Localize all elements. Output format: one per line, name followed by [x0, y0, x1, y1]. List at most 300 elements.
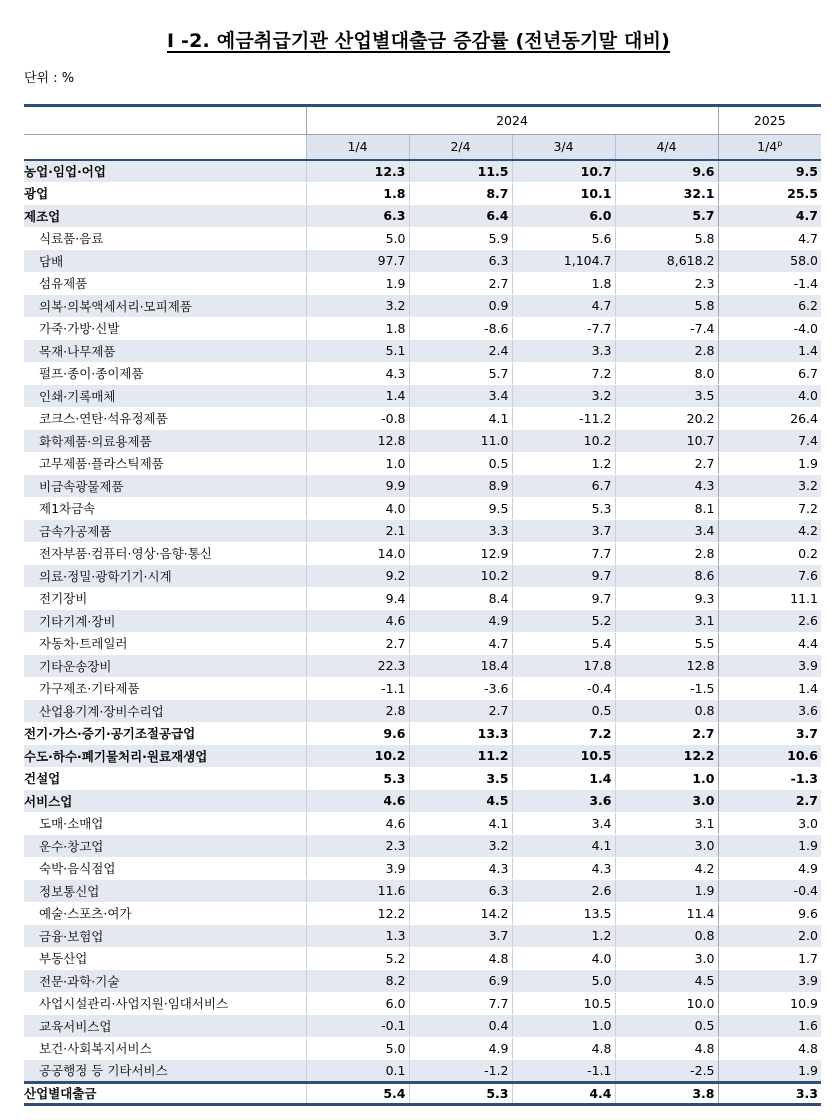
row-value: 5.7	[409, 362, 512, 385]
row-value: 3.6	[512, 790, 615, 813]
row-label: 전기장비	[24, 587, 306, 610]
row-value: 4.0	[306, 497, 409, 520]
row-value: 1.4	[718, 340, 821, 363]
row-value: 1.9	[306, 272, 409, 295]
table-row	[24, 430, 821, 453]
loan-growth-table	[24, 104, 821, 1106]
row-value: 10.9	[718, 992, 821, 1015]
row-value: 11.6	[306, 880, 409, 903]
row-value: 4.3	[512, 857, 615, 880]
row-value: 8.0	[615, 362, 718, 385]
row-label: 의복·의복액세서리·모피제품	[24, 295, 306, 318]
row-value: 6.2	[718, 295, 821, 318]
table-row	[24, 655, 821, 678]
row-value: 6.0	[512, 205, 615, 228]
row-value: 5.0	[306, 227, 409, 250]
row-value: 3.0	[615, 947, 718, 970]
table-body	[24, 160, 821, 1105]
row-value: -2.5	[615, 1060, 718, 1083]
row-value: 11.0	[409, 430, 512, 453]
row-value: -0.4	[718, 880, 821, 903]
page-title: I -2. 예금취급기관 산업별대출금 증감률 (전년동기말 대비)	[166, 30, 671, 52]
row-value: -1.1	[512, 1060, 615, 1083]
row-value: 7.2	[718, 497, 821, 520]
table-row	[24, 272, 821, 295]
row-label: 전자부품·컴퓨터·영상·음향·통신	[24, 542, 306, 565]
row-value: 12.9	[409, 542, 512, 565]
table-row	[24, 835, 821, 858]
row-value: -8.6	[409, 317, 512, 340]
row-value: 2.6	[718, 610, 821, 633]
quarter-header-row	[24, 135, 821, 160]
row-label: 수도·하수·폐기물처리·원료재생업	[24, 745, 306, 768]
row-value: -0.1	[306, 1015, 409, 1038]
unit-label: 단위 : %	[24, 71, 75, 86]
row-label: 제1차금속	[24, 497, 306, 520]
row-value: 4.0	[718, 385, 821, 408]
row-value: 7.7	[512, 542, 615, 565]
row-label: 목재·나무제품	[24, 340, 306, 363]
row-value: 4.1	[512, 835, 615, 858]
row-value: 4.5	[409, 790, 512, 813]
row-value: 5.4	[512, 632, 615, 655]
row-value: 5.2	[512, 610, 615, 633]
row-label: 예술·스포츠·여가	[24, 902, 306, 925]
row-value: -1.3	[718, 767, 821, 790]
table-row	[24, 362, 821, 385]
row-value: 1.9	[718, 835, 821, 858]
row-value: 1.9	[718, 1060, 821, 1083]
row-value: 4.9	[409, 1037, 512, 1060]
table-row	[24, 542, 821, 565]
table-row	[24, 407, 821, 430]
table-row	[24, 880, 821, 903]
row-value: 10.5	[512, 992, 615, 1015]
header-blank	[24, 106, 306, 135]
row-label: 기타운송장비	[24, 655, 306, 678]
table-row	[24, 857, 821, 880]
row-value: -7.7	[512, 317, 615, 340]
row-value: 0.4	[409, 1015, 512, 1038]
year-2025-header: 2025	[718, 106, 821, 135]
row-value: -4.0	[718, 317, 821, 340]
row-value: 7.6	[718, 565, 821, 588]
row-label: 금속가공제품	[24, 520, 306, 543]
table-row	[24, 1060, 821, 1083]
row-value: 18.4	[409, 655, 512, 678]
row-value: 1.2	[512, 925, 615, 948]
table-row	[24, 992, 821, 1015]
total-value: 3.3	[718, 1082, 821, 1105]
row-value: 9.5	[409, 497, 512, 520]
table-row	[24, 745, 821, 768]
total-row	[24, 1082, 821, 1105]
row-value: 9.5	[718, 160, 821, 183]
table-row	[24, 722, 821, 745]
row-value: 6.9	[409, 970, 512, 993]
row-value: 2.8	[306, 700, 409, 723]
row-label: 보건·사회복지서비스	[24, 1037, 306, 1060]
row-value: 3.9	[306, 857, 409, 880]
row-label: 비금속광물제품	[24, 475, 306, 498]
row-value: 9.6	[306, 722, 409, 745]
total-value: 5.4	[306, 1082, 409, 1105]
row-value: 2.4	[409, 340, 512, 363]
row-value: 2.3	[306, 835, 409, 858]
table-header	[24, 106, 821, 160]
row-label: 숙박·음식점업	[24, 857, 306, 880]
row-label: 식료품·음료	[24, 227, 306, 250]
row-value: 4.6	[306, 812, 409, 835]
table-row	[24, 790, 821, 813]
table-row	[24, 295, 821, 318]
row-value: 9.7	[512, 587, 615, 610]
row-label: 전기·가스·증기·공기조절공급업	[24, 722, 306, 745]
row-value: -0.8	[306, 407, 409, 430]
year-header-row	[24, 106, 821, 135]
row-value: 0.2	[718, 542, 821, 565]
row-value: 11.5	[409, 160, 512, 183]
row-value: 1.9	[615, 880, 718, 903]
row-value: 4.7	[512, 295, 615, 318]
row-value: 3.3	[512, 340, 615, 363]
row-value: 4.9	[718, 857, 821, 880]
row-value: 9.6	[615, 160, 718, 183]
quarter-2025-label: 1/4	[757, 139, 778, 155]
row-value: 3.9	[718, 970, 821, 993]
row-value: 0.8	[615, 925, 718, 948]
row-label: 정보통신업	[24, 880, 306, 903]
row-value: 9.7	[512, 565, 615, 588]
table-row	[24, 902, 821, 925]
table-row	[24, 340, 821, 363]
row-value: 4.2	[718, 520, 821, 543]
table-row	[24, 160, 821, 183]
row-value: 7.7	[409, 992, 512, 1015]
row-value: 5.7	[615, 205, 718, 228]
row-label: 도매·소매업	[24, 812, 306, 835]
row-value: 4.1	[409, 407, 512, 430]
row-value: 6.3	[409, 880, 512, 903]
row-value: 32.1	[615, 182, 718, 205]
row-label: 부동산업	[24, 947, 306, 970]
row-label: 금융·보험업	[24, 925, 306, 948]
row-value: 1.8	[306, 182, 409, 205]
row-value: 4.7	[718, 205, 821, 228]
total-label: 산업별대출금	[24, 1082, 306, 1105]
row-value: 3.7	[718, 722, 821, 745]
year-2024-header: 2024	[306, 106, 718, 135]
row-value: 1.6	[718, 1015, 821, 1038]
row-value: 11.2	[409, 745, 512, 768]
row-label: 교육서비스업	[24, 1015, 306, 1038]
row-value: -1.4	[718, 272, 821, 295]
row-value: -3.6	[409, 677, 512, 700]
row-value: 10.7	[512, 160, 615, 183]
row-value: 12.3	[306, 160, 409, 183]
row-value: 0.1	[306, 1060, 409, 1083]
row-value: 6.3	[306, 205, 409, 228]
row-label: 자동차·트레일러	[24, 632, 306, 655]
row-label: 사업시설관리·사업지원·임대서비스	[24, 992, 306, 1015]
row-value: 4.6	[306, 610, 409, 633]
table-row	[24, 520, 821, 543]
row-value: 4.7	[409, 632, 512, 655]
table-row	[24, 700, 821, 723]
row-value: 3.7	[512, 520, 615, 543]
row-value: 10.7	[615, 430, 718, 453]
row-value: 1.0	[512, 1015, 615, 1038]
table-row	[24, 205, 821, 228]
row-label: 서비스업	[24, 790, 306, 813]
row-value: 26.4	[718, 407, 821, 430]
table-row	[24, 970, 821, 993]
row-value: 3.5	[409, 767, 512, 790]
row-value: 10.6	[718, 745, 821, 768]
row-label: 펄프·종이·종이제품	[24, 362, 306, 385]
row-value: 2.7	[615, 452, 718, 475]
row-value: -7.4	[615, 317, 718, 340]
table-row	[24, 677, 821, 700]
row-value: 3.0	[615, 835, 718, 858]
row-value: 1.8	[512, 272, 615, 295]
row-value: 0.8	[615, 700, 718, 723]
row-label: 의료·정밀·광학기기·시계	[24, 565, 306, 588]
row-value: 2.7	[615, 722, 718, 745]
row-value: 12.2	[306, 902, 409, 925]
quarter-header-2025	[718, 135, 821, 160]
row-value: 1.2	[512, 452, 615, 475]
row-value: 6.0	[306, 992, 409, 1015]
row-value: 20.2	[615, 407, 718, 430]
row-value: 4.8	[512, 1037, 615, 1060]
table-row	[24, 812, 821, 835]
row-value: 3.0	[615, 790, 718, 813]
row-value: 0.5	[512, 700, 615, 723]
row-value: 4.2	[615, 857, 718, 880]
row-value: 17.8	[512, 655, 615, 678]
row-value: 5.1	[306, 340, 409, 363]
row-value: 10.0	[615, 992, 718, 1015]
table-row	[24, 925, 821, 948]
row-value: 1.4	[512, 767, 615, 790]
row-value: 13.3	[409, 722, 512, 745]
total-value: 5.3	[409, 1082, 512, 1105]
row-label: 공공행정 등 기타서비스	[24, 1060, 306, 1083]
table-row	[24, 497, 821, 520]
row-value: 2.8	[615, 542, 718, 565]
row-value: 22.3	[306, 655, 409, 678]
row-value: 2.0	[718, 925, 821, 948]
row-value: 3.4	[615, 520, 718, 543]
row-value: 1.0	[306, 452, 409, 475]
row-value: 3.0	[718, 812, 821, 835]
row-label: 광업	[24, 182, 306, 205]
table-row	[24, 452, 821, 475]
row-value: 5.8	[615, 227, 718, 250]
row-value: 2.3	[615, 272, 718, 295]
row-label: 코크스·연탄·석유정제품	[24, 407, 306, 430]
row-value: 9.6	[718, 902, 821, 925]
row-value: 1.4	[718, 677, 821, 700]
row-value: 5.3	[512, 497, 615, 520]
row-value: 4.8	[409, 947, 512, 970]
preliminary-mark: p	[777, 139, 783, 149]
row-value: 1,104.7	[512, 250, 615, 273]
row-value: -1.1	[306, 677, 409, 700]
table-row	[24, 587, 821, 610]
row-value: 2.8	[615, 340, 718, 363]
row-value: 2.1	[306, 520, 409, 543]
row-label: 가죽·가방·신발	[24, 317, 306, 340]
table-row	[24, 250, 821, 273]
row-value: 4.0	[512, 947, 615, 970]
row-value: 4.8	[615, 1037, 718, 1060]
row-value: 7.2	[512, 722, 615, 745]
row-label: 고무제품·플라스틱제품	[24, 452, 306, 475]
row-value: 12.2	[615, 745, 718, 768]
row-label: 운수·창고업	[24, 835, 306, 858]
row-label: 기타기계·장비	[24, 610, 306, 633]
row-value: 10.5	[512, 745, 615, 768]
row-value: 5.3	[306, 767, 409, 790]
row-value: 10.2	[306, 745, 409, 768]
row-value: 8.1	[615, 497, 718, 520]
row-value: 3.2	[306, 295, 409, 318]
table-row	[24, 227, 821, 250]
row-value: 6.7	[718, 362, 821, 385]
row-value: 8.6	[615, 565, 718, 588]
row-value: 5.9	[409, 227, 512, 250]
row-value: 2.6	[512, 880, 615, 903]
row-value: 4.9	[409, 610, 512, 633]
row-value: 10.2	[409, 565, 512, 588]
row-value: 11.4	[615, 902, 718, 925]
table-row	[24, 767, 821, 790]
row-value: 6.7	[512, 475, 615, 498]
row-value: 5.8	[615, 295, 718, 318]
row-value: 1.3	[306, 925, 409, 948]
row-value: 3.4	[512, 812, 615, 835]
row-value: 58.0	[718, 250, 821, 273]
row-value: 6.3	[409, 250, 512, 273]
quarter-header: 4/4	[615, 135, 718, 160]
row-value: 4.3	[306, 362, 409, 385]
row-value: 14.2	[409, 902, 512, 925]
row-value: 3.2	[718, 475, 821, 498]
row-value: 3.6	[718, 700, 821, 723]
table-row	[24, 1015, 821, 1038]
table-row	[24, 632, 821, 655]
row-value: 10.2	[512, 430, 615, 453]
row-label: 제조업	[24, 205, 306, 228]
row-value: 4.3	[615, 475, 718, 498]
table-row	[24, 385, 821, 408]
row-value: 12.8	[615, 655, 718, 678]
row-value: 8,618.2	[615, 250, 718, 273]
row-value: 25.5	[718, 182, 821, 205]
table-row	[24, 947, 821, 970]
row-value: 1.7	[718, 947, 821, 970]
quarter-header: 3/4	[512, 135, 615, 160]
row-value: 4.7	[718, 227, 821, 250]
row-label: 섬유제품	[24, 272, 306, 295]
quarter-header: 1/4	[306, 135, 409, 160]
row-value: 8.9	[409, 475, 512, 498]
row-value: 9.2	[306, 565, 409, 588]
row-value: 7.4	[718, 430, 821, 453]
table-row	[24, 1037, 821, 1060]
row-value: 3.1	[615, 812, 718, 835]
row-value: -1.5	[615, 677, 718, 700]
row-value: 0.5	[409, 452, 512, 475]
row-value: 4.8	[718, 1037, 821, 1060]
row-value: 5.0	[512, 970, 615, 993]
row-value: 6.4	[409, 205, 512, 228]
row-value: 4.6	[306, 790, 409, 813]
row-label: 전문·과학·기술	[24, 970, 306, 993]
row-value: 4.5	[615, 970, 718, 993]
row-value: 0.5	[615, 1015, 718, 1038]
row-value: 9.9	[306, 475, 409, 498]
header-blank-2	[24, 135, 306, 160]
row-value: 97.7	[306, 250, 409, 273]
row-label: 건설업	[24, 767, 306, 790]
row-value: 2.7	[409, 700, 512, 723]
row-value: 4.4	[718, 632, 821, 655]
row-value: 5.0	[306, 1037, 409, 1060]
table-row	[24, 565, 821, 588]
row-value: 3.4	[409, 385, 512, 408]
row-value: 5.5	[615, 632, 718, 655]
row-value: 3.9	[718, 655, 821, 678]
row-value: 3.5	[615, 385, 718, 408]
row-value: 1.9	[718, 452, 821, 475]
row-label: 농업·임업·어업	[24, 160, 306, 183]
table-row	[24, 182, 821, 205]
table-row	[24, 610, 821, 633]
row-value: 10.1	[512, 182, 615, 205]
row-value: 3.7	[409, 925, 512, 948]
row-value: 2.7	[409, 272, 512, 295]
row-label: 화학제품·의료용제품	[24, 430, 306, 453]
table-row	[24, 475, 821, 498]
row-value: 13.5	[512, 902, 615, 925]
row-value: 12.8	[306, 430, 409, 453]
row-value: 8.7	[409, 182, 512, 205]
row-value: -0.4	[512, 677, 615, 700]
row-value: 3.2	[409, 835, 512, 858]
row-value: 14.0	[306, 542, 409, 565]
row-value: 9.4	[306, 587, 409, 610]
row-value: 5.6	[512, 227, 615, 250]
row-value: 1.8	[306, 317, 409, 340]
row-value: 9.3	[615, 587, 718, 610]
row-label: 산업용기계·장비수리업	[24, 700, 306, 723]
row-value: 4.1	[409, 812, 512, 835]
row-value: 2.7	[718, 790, 821, 813]
row-label: 가구제조·기타제품	[24, 677, 306, 700]
row-value: 11.1	[718, 587, 821, 610]
row-value: -11.2	[512, 407, 615, 430]
total-value: 4.4	[512, 1082, 615, 1105]
row-value: 8.4	[409, 587, 512, 610]
row-value: 0.9	[409, 295, 512, 318]
row-value: 7.2	[512, 362, 615, 385]
row-value: 4.3	[409, 857, 512, 880]
total-value: 3.8	[615, 1082, 718, 1105]
row-value: 5.2	[306, 947, 409, 970]
